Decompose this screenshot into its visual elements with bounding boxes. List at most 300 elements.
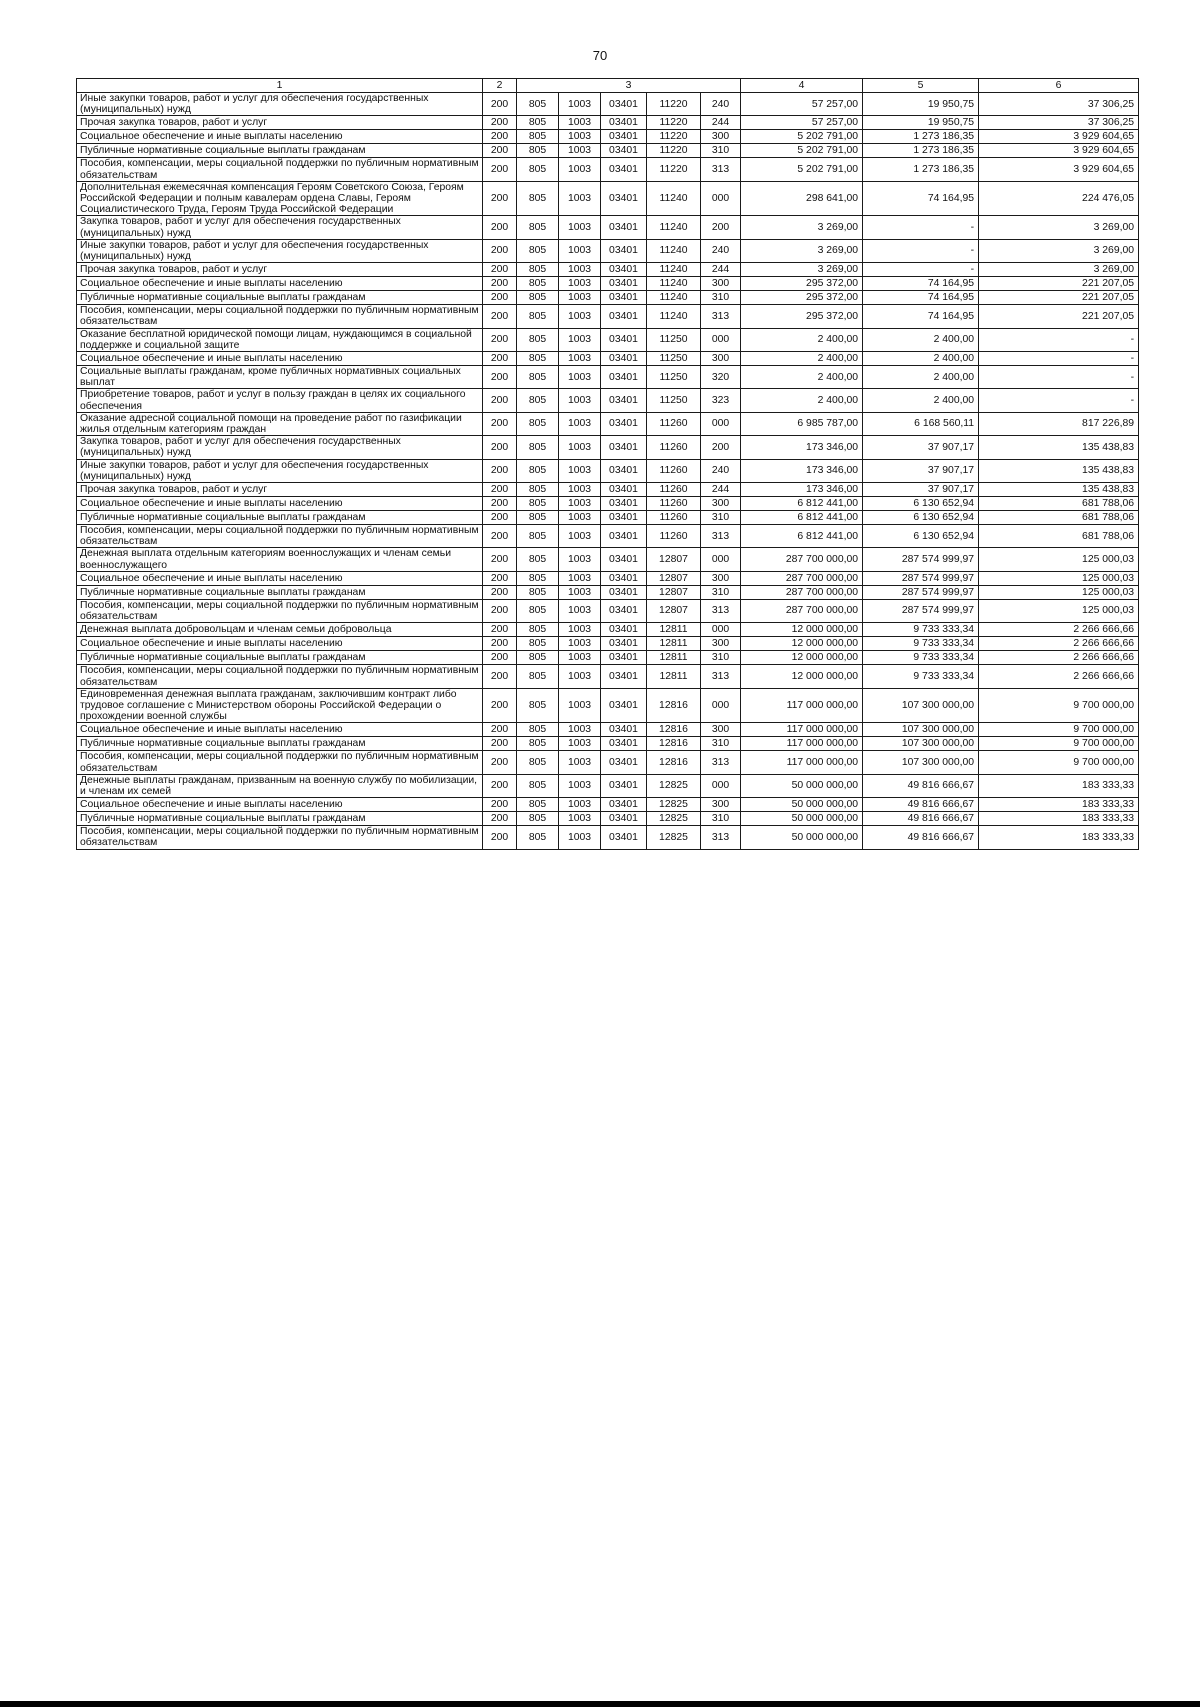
row-col6-value: 3 269,00 bbox=[979, 239, 1139, 262]
header-col-4: 4 bbox=[741, 79, 863, 93]
table-row bbox=[77, 436, 1139, 459]
row-col3-a: 805 bbox=[517, 239, 559, 262]
table-row bbox=[77, 548, 1139, 571]
row-col3-a: 805 bbox=[517, 130, 559, 144]
row-col5-value: 287 574 999,97 bbox=[863, 571, 979, 585]
table-row bbox=[77, 571, 1139, 585]
row-col4-value: 287 700 000,00 bbox=[741, 548, 863, 571]
row-col3-d: 11240 bbox=[647, 305, 701, 328]
row-name: Публичные нормативные социальные выплаты гражданам bbox=[77, 812, 483, 826]
row-col6-value: 125 000,03 bbox=[979, 548, 1139, 571]
row-col4-value: 50 000 000,00 bbox=[741, 798, 863, 812]
row-col3-b: 1003 bbox=[559, 158, 601, 181]
row-col6-value: 2 266 666,66 bbox=[979, 665, 1139, 688]
row-col3-b: 1003 bbox=[559, 116, 601, 130]
row-col2: 200 bbox=[483, 497, 517, 511]
row-col3-b: 1003 bbox=[559, 511, 601, 525]
row-col3-d: 11260 bbox=[647, 459, 701, 482]
row-col5-value: 37 907,17 bbox=[863, 459, 979, 482]
table-row bbox=[77, 623, 1139, 637]
row-col3-e: 300 bbox=[701, 277, 741, 291]
row-col3-d: 12807 bbox=[647, 585, 701, 599]
row-name: Прочая закупка товаров, работ и услуг bbox=[77, 483, 483, 497]
table-row bbox=[77, 130, 1139, 144]
row-col5-value: 107 300 000,00 bbox=[863, 723, 979, 737]
row-col2: 200 bbox=[483, 130, 517, 144]
row-col3-b: 1003 bbox=[559, 599, 601, 622]
row-col5-value: 74 164,95 bbox=[863, 291, 979, 305]
row-col3-b: 1003 bbox=[559, 328, 601, 351]
table-row bbox=[77, 459, 1139, 482]
row-col3-b: 1003 bbox=[559, 665, 601, 688]
row-col3-c: 03401 bbox=[601, 723, 647, 737]
row-col3-d: 11250 bbox=[647, 328, 701, 351]
row-col3-e: 300 bbox=[701, 571, 741, 585]
row-col5-value: 19 950,75 bbox=[863, 116, 979, 130]
row-col2: 200 bbox=[483, 412, 517, 435]
row-name: Иные закупки товаров, работ и услуг для обеспечения государственных (муниципальных) нужд bbox=[77, 459, 483, 482]
row-col4-value: 50 000 000,00 bbox=[741, 774, 863, 797]
row-name: Дополнительная ежемесячная компенсация Героям Советского Союза, Героям Российской Федерации и полным кавалерам ордена Славы, Героям Социалистического Труда, Героям Труда Российской Федерации bbox=[77, 181, 483, 216]
row-col3-d: 12816 bbox=[647, 751, 701, 774]
row-col3-a: 805 bbox=[517, 651, 559, 665]
row-col6-value: 221 207,05 bbox=[979, 291, 1139, 305]
row-col3-e: 313 bbox=[701, 525, 741, 548]
row-name: Прочая закупка товаров, работ и услуг bbox=[77, 116, 483, 130]
row-col4-value: 3 269,00 bbox=[741, 263, 863, 277]
table-row bbox=[77, 688, 1139, 723]
table-row bbox=[77, 366, 1139, 389]
table-row bbox=[77, 181, 1139, 216]
table-row bbox=[77, 328, 1139, 351]
row-col5-value: 287 574 999,97 bbox=[863, 548, 979, 571]
row-col6-value: - bbox=[979, 352, 1139, 366]
row-col3-c: 03401 bbox=[601, 216, 647, 239]
row-col2: 200 bbox=[483, 366, 517, 389]
row-col3-d: 11220 bbox=[647, 93, 701, 116]
row-col2: 200 bbox=[483, 93, 517, 116]
row-col4-value: 117 000 000,00 bbox=[741, 688, 863, 723]
row-col5-value: 6 168 560,11 bbox=[863, 412, 979, 435]
row-col3-a: 805 bbox=[517, 585, 559, 599]
row-col2: 200 bbox=[483, 116, 517, 130]
row-col6-value: 9 700 000,00 bbox=[979, 688, 1139, 723]
row-col6-value: - bbox=[979, 366, 1139, 389]
row-col3-e: 000 bbox=[701, 548, 741, 571]
row-col3-b: 1003 bbox=[559, 651, 601, 665]
row-col3-b: 1003 bbox=[559, 798, 601, 812]
row-col3-b: 1003 bbox=[559, 637, 601, 651]
row-col4-value: 50 000 000,00 bbox=[741, 826, 863, 849]
row-col3-e: 300 bbox=[701, 497, 741, 511]
row-name: Социальное обеспечение и иные выплаты населению bbox=[77, 637, 483, 651]
row-col2: 200 bbox=[483, 637, 517, 651]
table-row bbox=[77, 305, 1139, 328]
row-col4-value: 295 372,00 bbox=[741, 305, 863, 328]
row-col3-d: 11250 bbox=[647, 352, 701, 366]
row-col3-e: 300 bbox=[701, 352, 741, 366]
row-col4-value: 12 000 000,00 bbox=[741, 637, 863, 651]
row-name: Социальное обеспечение и иные выплаты населению bbox=[77, 497, 483, 511]
row-col3-c: 03401 bbox=[601, 497, 647, 511]
row-col5-value: 2 400,00 bbox=[863, 366, 979, 389]
row-col3-a: 805 bbox=[517, 263, 559, 277]
row-col3-e: 244 bbox=[701, 263, 741, 277]
row-name: Пособия, компенсации, меры социальной поддержки по публичным нормативным обязательствам bbox=[77, 826, 483, 849]
row-col3-c: 03401 bbox=[601, 737, 647, 751]
row-name: Пособия, компенсации, меры социальной поддержки по публичным нормативным обязательствам bbox=[77, 305, 483, 328]
row-col3-d: 11220 bbox=[647, 116, 701, 130]
row-name: Публичные нормативные социальные выплаты гражданам bbox=[77, 291, 483, 305]
row-col4-value: 3 269,00 bbox=[741, 239, 863, 262]
row-col3-a: 805 bbox=[517, 548, 559, 571]
row-col3-b: 1003 bbox=[559, 723, 601, 737]
row-col3-a: 805 bbox=[517, 637, 559, 651]
row-name: Иные закупки товаров, работ и услуг для обеспечения государственных (муниципальных) нужд bbox=[77, 93, 483, 116]
row-col6-value: 183 333,33 bbox=[979, 826, 1139, 849]
row-col2: 200 bbox=[483, 511, 517, 525]
row-name: Прочая закупка товаров, работ и услуг bbox=[77, 263, 483, 277]
row-col6-value: 183 333,33 bbox=[979, 812, 1139, 826]
row-col5-value: 287 574 999,97 bbox=[863, 599, 979, 622]
row-col3-e: 000 bbox=[701, 412, 741, 435]
row-col3-d: 11260 bbox=[647, 525, 701, 548]
row-col6-value: 37 306,25 bbox=[979, 93, 1139, 116]
table-row bbox=[77, 812, 1139, 826]
row-col3-a: 805 bbox=[517, 497, 559, 511]
row-name: Приобретение товаров, работ и услуг в пользу граждан в целях их социального обеспечения bbox=[77, 389, 483, 412]
row-col3-d: 12825 bbox=[647, 826, 701, 849]
row-name: Публичные нормативные социальные выплаты гражданам bbox=[77, 585, 483, 599]
row-col3-b: 1003 bbox=[559, 737, 601, 751]
row-col3-e: 300 bbox=[701, 723, 741, 737]
row-col3-c: 03401 bbox=[601, 548, 647, 571]
row-col3-b: 1003 bbox=[559, 826, 601, 849]
row-col6-value: - bbox=[979, 389, 1139, 412]
row-col2: 200 bbox=[483, 665, 517, 688]
row-col3-e: 200 bbox=[701, 216, 741, 239]
row-col3-d: 11260 bbox=[647, 436, 701, 459]
row-col3-a: 805 bbox=[517, 352, 559, 366]
row-col2: 200 bbox=[483, 263, 517, 277]
row-col2: 200 bbox=[483, 688, 517, 723]
row-col3-a: 805 bbox=[517, 483, 559, 497]
row-col2: 200 bbox=[483, 812, 517, 826]
row-col3-a: 805 bbox=[517, 665, 559, 688]
row-col3-a: 805 bbox=[517, 688, 559, 723]
row-col6-value: 125 000,03 bbox=[979, 585, 1139, 599]
row-col3-e: 244 bbox=[701, 116, 741, 130]
table-row bbox=[77, 158, 1139, 181]
row-col3-e: 300 bbox=[701, 130, 741, 144]
row-col3-c: 03401 bbox=[601, 665, 647, 688]
row-col3-d: 11240 bbox=[647, 263, 701, 277]
row-col3-b: 1003 bbox=[559, 277, 601, 291]
row-col5-value: 6 130 652,94 bbox=[863, 511, 979, 525]
row-col4-value: 57 257,00 bbox=[741, 93, 863, 116]
table-row bbox=[77, 116, 1139, 130]
row-col2: 200 bbox=[483, 459, 517, 482]
row-col5-value: 74 164,95 bbox=[863, 181, 979, 216]
row-col3-b: 1003 bbox=[559, 436, 601, 459]
header-row bbox=[77, 79, 1139, 93]
row-col3-b: 1003 bbox=[559, 571, 601, 585]
row-name: Публичные нормативные социальные выплаты гражданам bbox=[77, 144, 483, 158]
row-col2: 200 bbox=[483, 623, 517, 637]
row-col3-c: 03401 bbox=[601, 352, 647, 366]
row-col6-value: 681 788,06 bbox=[979, 525, 1139, 548]
row-col3-b: 1003 bbox=[559, 130, 601, 144]
row-col3-b: 1003 bbox=[559, 305, 601, 328]
row-col3-c: 03401 bbox=[601, 239, 647, 262]
row-col3-c: 03401 bbox=[601, 389, 647, 412]
row-col3-a: 805 bbox=[517, 144, 559, 158]
row-col2: 200 bbox=[483, 599, 517, 622]
row-col6-value: 125 000,03 bbox=[979, 571, 1139, 585]
row-col5-value: 1 273 186,35 bbox=[863, 144, 979, 158]
row-col3-a: 805 bbox=[517, 291, 559, 305]
row-col3-e: 240 bbox=[701, 239, 741, 262]
row-col3-e: 244 bbox=[701, 483, 741, 497]
row-name: Социальное обеспечение и иные выплаты населению bbox=[77, 277, 483, 291]
table-row bbox=[77, 497, 1139, 511]
row-name: Публичные нормативные социальные выплаты гражданам bbox=[77, 737, 483, 751]
row-col3-c: 03401 bbox=[601, 511, 647, 525]
row-col3-d: 11240 bbox=[647, 291, 701, 305]
row-col3-b: 1003 bbox=[559, 497, 601, 511]
row-col3-a: 805 bbox=[517, 599, 559, 622]
row-col6-value: 3 269,00 bbox=[979, 216, 1139, 239]
row-col3-b: 1003 bbox=[559, 483, 601, 497]
row-name: Социальное обеспечение и иные выплаты населению bbox=[77, 571, 483, 585]
row-col6-value: 183 333,33 bbox=[979, 798, 1139, 812]
row-col4-value: 57 257,00 bbox=[741, 116, 863, 130]
row-name: Денежные выплаты гражданам, призванным на военную службу по мобилизации, и членам их семей bbox=[77, 774, 483, 797]
row-col4-value: 5 202 791,00 bbox=[741, 144, 863, 158]
row-col2: 200 bbox=[483, 389, 517, 412]
row-name: Социальное обеспечение и иные выплаты населению bbox=[77, 723, 483, 737]
row-col3-a: 805 bbox=[517, 158, 559, 181]
row-col3-e: 240 bbox=[701, 93, 741, 116]
table-row bbox=[77, 93, 1139, 116]
row-col3-c: 03401 bbox=[601, 623, 647, 637]
row-col2: 200 bbox=[483, 436, 517, 459]
row-col5-value: - bbox=[863, 216, 979, 239]
row-col2: 200 bbox=[483, 548, 517, 571]
row-col3-c: 03401 bbox=[601, 571, 647, 585]
table-row bbox=[77, 144, 1139, 158]
table-row bbox=[77, 412, 1139, 435]
row-col5-value: 37 907,17 bbox=[863, 483, 979, 497]
row-col3-d: 11260 bbox=[647, 497, 701, 511]
row-col3-c: 03401 bbox=[601, 585, 647, 599]
row-col3-e: 310 bbox=[701, 585, 741, 599]
table-row bbox=[77, 637, 1139, 651]
row-col3-b: 1003 bbox=[559, 812, 601, 826]
row-col5-value: 74 164,95 bbox=[863, 277, 979, 291]
row-col2: 200 bbox=[483, 585, 517, 599]
table-row bbox=[77, 352, 1139, 366]
page-number: 70 bbox=[592, 48, 608, 63]
row-col3-c: 03401 bbox=[601, 774, 647, 797]
row-col2: 200 bbox=[483, 181, 517, 216]
header-col-3: 3 bbox=[517, 79, 741, 93]
row-col2: 200 bbox=[483, 651, 517, 665]
row-col4-value: 6 812 441,00 bbox=[741, 497, 863, 511]
row-name: Закупка товаров, работ и услуг для обеспечения государственных (муниципальных) нужд bbox=[77, 216, 483, 239]
row-col5-value: 287 574 999,97 bbox=[863, 585, 979, 599]
row-col6-value: 3 929 604,65 bbox=[979, 130, 1139, 144]
row-col6-value: 9 700 000,00 bbox=[979, 751, 1139, 774]
budget-table-container bbox=[76, 78, 1138, 850]
row-col4-value: 5 202 791,00 bbox=[741, 130, 863, 144]
row-col5-value: 9 733 333,34 bbox=[863, 665, 979, 688]
row-name: Социальное обеспечение и иные выплаты населению bbox=[77, 798, 483, 812]
row-col3-b: 1003 bbox=[559, 216, 601, 239]
table-row bbox=[77, 774, 1139, 797]
header-col-2: 2 bbox=[483, 79, 517, 93]
row-col3-e: 200 bbox=[701, 436, 741, 459]
row-col6-value: 3 929 604,65 bbox=[979, 144, 1139, 158]
row-col3-c: 03401 bbox=[601, 263, 647, 277]
row-col4-value: 6 812 441,00 bbox=[741, 511, 863, 525]
row-col3-b: 1003 bbox=[559, 389, 601, 412]
table-row bbox=[77, 826, 1139, 849]
table-row bbox=[77, 751, 1139, 774]
row-col3-a: 805 bbox=[517, 812, 559, 826]
header-col-6: 6 bbox=[979, 79, 1139, 93]
table-row bbox=[77, 723, 1139, 737]
row-col3-e: 310 bbox=[701, 511, 741, 525]
row-col5-value: 9 733 333,34 bbox=[863, 637, 979, 651]
row-col6-value: 221 207,05 bbox=[979, 305, 1139, 328]
row-col4-value: 287 700 000,00 bbox=[741, 585, 863, 599]
row-col5-value: 37 907,17 bbox=[863, 436, 979, 459]
row-name: Пособия, компенсации, меры социальной поддержки по публичным нормативным обязательствам bbox=[77, 158, 483, 181]
row-col4-value: 6 812 441,00 bbox=[741, 525, 863, 548]
row-col3-d: 11240 bbox=[647, 181, 701, 216]
row-col3-d: 12825 bbox=[647, 812, 701, 826]
row-col4-value: 2 400,00 bbox=[741, 352, 863, 366]
row-col4-value: 287 700 000,00 bbox=[741, 571, 863, 585]
row-col3-c: 03401 bbox=[601, 436, 647, 459]
row-col3-b: 1003 bbox=[559, 623, 601, 637]
row-col5-value: - bbox=[863, 239, 979, 262]
row-col5-value: 9 733 333,34 bbox=[863, 651, 979, 665]
row-col3-a: 805 bbox=[517, 774, 559, 797]
row-col3-c: 03401 bbox=[601, 144, 647, 158]
row-col4-value: 3 269,00 bbox=[741, 216, 863, 239]
row-col3-a: 805 bbox=[517, 798, 559, 812]
row-col2: 200 bbox=[483, 239, 517, 262]
row-col6-value: 135 438,83 bbox=[979, 436, 1139, 459]
row-col5-value: - bbox=[863, 263, 979, 277]
row-col3-e: 000 bbox=[701, 181, 741, 216]
row-col3-d: 12807 bbox=[647, 571, 701, 585]
row-col3-e: 300 bbox=[701, 798, 741, 812]
row-col3-c: 03401 bbox=[601, 798, 647, 812]
row-col3-e: 000 bbox=[701, 328, 741, 351]
row-col6-value: 3 269,00 bbox=[979, 263, 1139, 277]
row-col3-d: 12811 bbox=[647, 623, 701, 637]
row-col5-value: 74 164,95 bbox=[863, 305, 979, 328]
table-row bbox=[77, 737, 1139, 751]
row-col3-a: 805 bbox=[517, 116, 559, 130]
row-col3-d: 12811 bbox=[647, 637, 701, 651]
row-col5-value: 19 950,75 bbox=[863, 93, 979, 116]
row-col5-value: 6 130 652,94 bbox=[863, 525, 979, 548]
row-col4-value: 295 372,00 bbox=[741, 277, 863, 291]
row-col3-c: 03401 bbox=[601, 366, 647, 389]
row-name: Социальное обеспечение и иные выплаты населению bbox=[77, 130, 483, 144]
table-row bbox=[77, 239, 1139, 262]
row-col2: 200 bbox=[483, 571, 517, 585]
row-col3-a: 805 bbox=[517, 93, 559, 116]
row-col6-value: 9 700 000,00 bbox=[979, 723, 1139, 737]
row-col3-a: 805 bbox=[517, 751, 559, 774]
row-col3-c: 03401 bbox=[601, 599, 647, 622]
row-col3-e: 310 bbox=[701, 812, 741, 826]
row-col6-value: 37 306,25 bbox=[979, 116, 1139, 130]
row-col3-a: 805 bbox=[517, 366, 559, 389]
row-col3-a: 805 bbox=[517, 412, 559, 435]
table-row bbox=[77, 651, 1139, 665]
row-name: Денежная выплата отдельным категориям военнослужащих и членам семьи военнослужащего bbox=[77, 548, 483, 571]
row-col3-a: 805 bbox=[517, 389, 559, 412]
row-col3-c: 03401 bbox=[601, 328, 647, 351]
row-col2: 200 bbox=[483, 216, 517, 239]
row-name: Пособия, компенсации, меры социальной поддержки по публичным нормативным обязательствам bbox=[77, 751, 483, 774]
row-col3-a: 805 bbox=[517, 623, 559, 637]
row-name: Публичные нормативные социальные выплаты гражданам bbox=[77, 511, 483, 525]
row-col3-c: 03401 bbox=[601, 525, 647, 548]
row-col3-c: 03401 bbox=[601, 412, 647, 435]
row-col3-a: 805 bbox=[517, 737, 559, 751]
row-col3-d: 12811 bbox=[647, 665, 701, 688]
row-col5-value: 107 300 000,00 bbox=[863, 688, 979, 723]
row-col4-value: 12 000 000,00 bbox=[741, 651, 863, 665]
row-col3-c: 03401 bbox=[601, 158, 647, 181]
row-name: Оказание адресной социальной помощи на проведение работ по газификации жилья отдельным категориям граждан bbox=[77, 412, 483, 435]
row-col6-value: 2 266 666,66 bbox=[979, 623, 1139, 637]
row-col6-value: 221 207,05 bbox=[979, 277, 1139, 291]
row-col4-value: 117 000 000,00 bbox=[741, 737, 863, 751]
row-name: Оказание бесплатной юридической помощи лицам, нуждающимся в социальной поддержке и социальной защите bbox=[77, 328, 483, 351]
table-row bbox=[77, 798, 1139, 812]
row-col3-b: 1003 bbox=[559, 366, 601, 389]
row-col3-b: 1003 bbox=[559, 585, 601, 599]
row-col3-d: 11260 bbox=[647, 483, 701, 497]
row-name: Закупка товаров, работ и услуг для обеспечения государственных (муниципальных) нужд bbox=[77, 436, 483, 459]
row-col3-e: 313 bbox=[701, 305, 741, 328]
row-col6-value: 681 788,06 bbox=[979, 511, 1139, 525]
row-col3-b: 1003 bbox=[559, 263, 601, 277]
row-col6-value: 224 476,05 bbox=[979, 181, 1139, 216]
row-col5-value: 49 816 666,67 bbox=[863, 826, 979, 849]
table-row bbox=[77, 585, 1139, 599]
row-col3-d: 11220 bbox=[647, 144, 701, 158]
table-row bbox=[77, 599, 1139, 622]
row-col3-e: 320 bbox=[701, 366, 741, 389]
row-col5-value: 107 300 000,00 bbox=[863, 737, 979, 751]
row-col3-d: 11240 bbox=[647, 216, 701, 239]
row-col2: 200 bbox=[483, 277, 517, 291]
row-name: Публичные нормативные социальные выплаты гражданам bbox=[77, 651, 483, 665]
row-col3-e: 313 bbox=[701, 751, 741, 774]
row-col3-d: 11240 bbox=[647, 277, 701, 291]
row-col3-a: 805 bbox=[517, 436, 559, 459]
row-col5-value: 2 400,00 bbox=[863, 389, 979, 412]
